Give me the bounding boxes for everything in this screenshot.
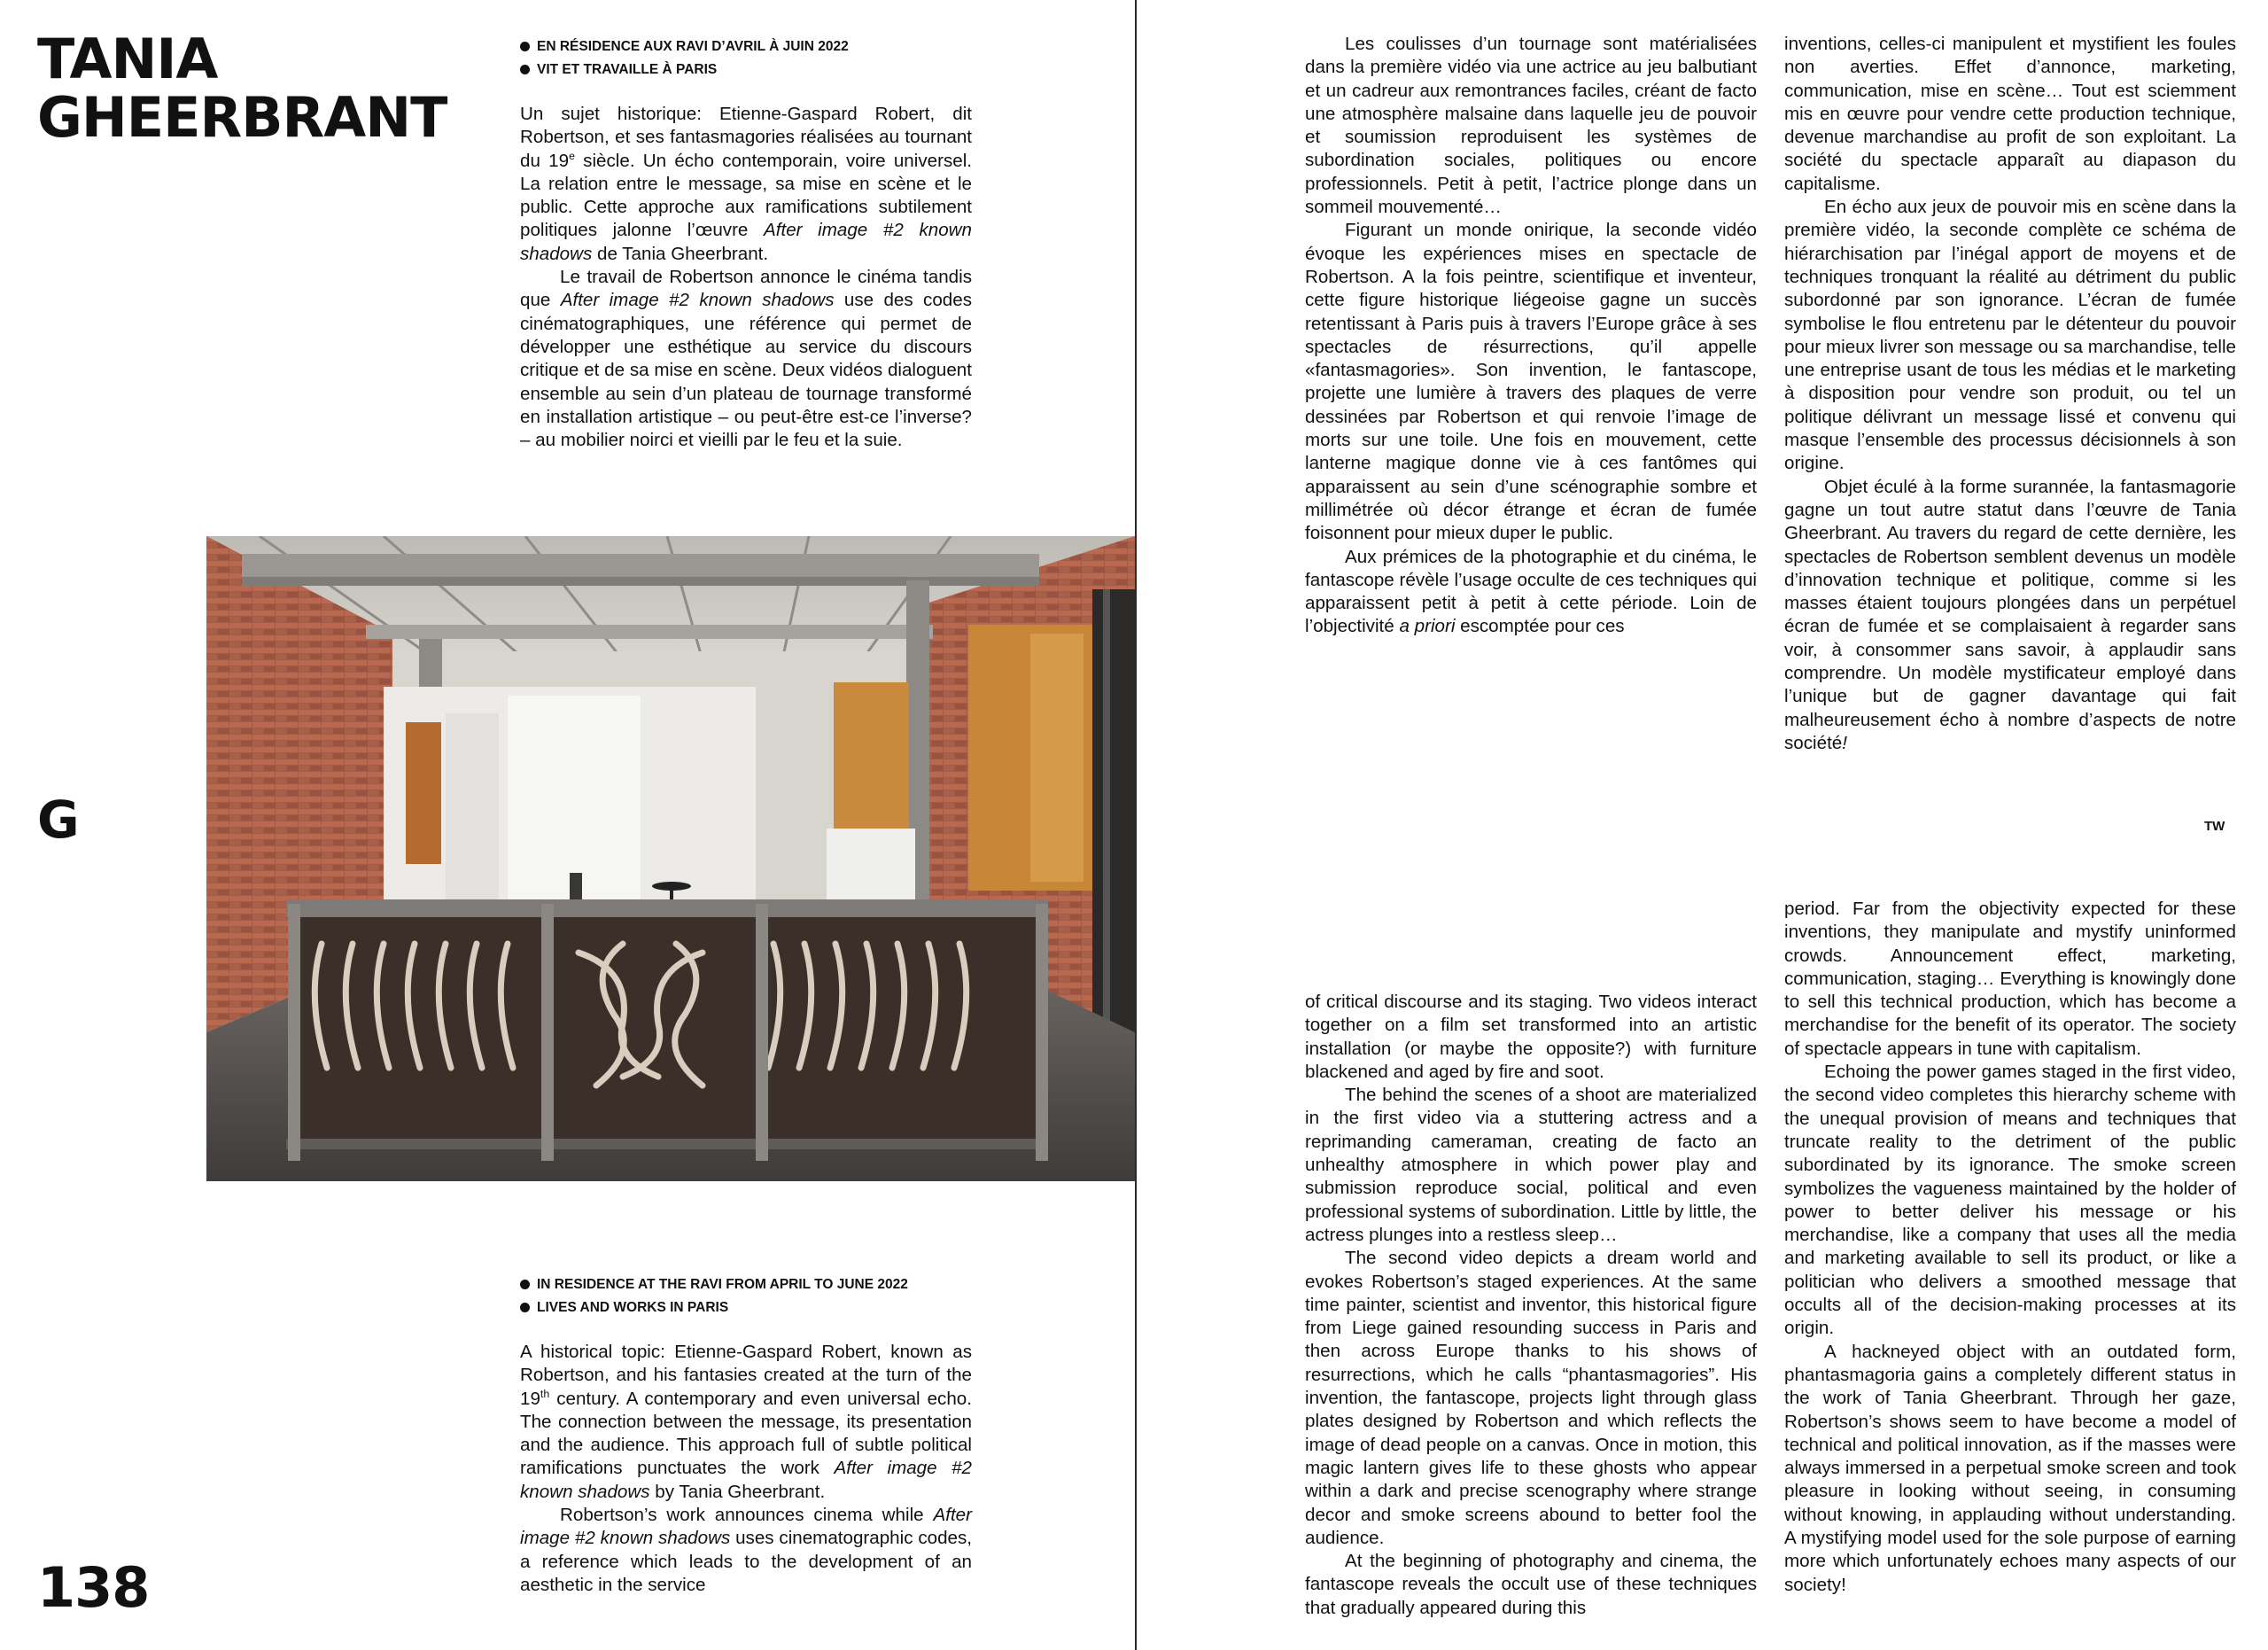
fr-body-paragraph: Figurant un monde onirique, la seconde vidéo évoque les expériences mises en spectacle de Robertson. A la fois peintre, scientifique et inventeur, cette figure historique liégeoise gagne un succès retentissant à Paris puis à travers l’Europe grâce à ses spectacles de résurrections, qu’il appelle «fantasmagories». Son invention, le fantascope, projette une lumière à travers des plaques de verre dessinées par Robertson et qui renvoie l’image de morts sur une toile. Une fois en mouvement, cette lanterne magique donne vie à ces fantômes qui apparaissent au sein d’une scénographie sombre et millimétrée où décor étrange et écran de fumée foisonnent pour mieux duper le public. (1305, 220, 1757, 544)
en-body-paragraph: of critical discourse and its staging. Two videos interact together on a film set transformed into an artistic installation (or maybe the opposite?) with furniture blackened and aged by fire and soot. (1305, 992, 1757, 1082)
fr-body-column-2 (1784, 33, 2236, 755)
bullet-icon (520, 42, 530, 51)
fr-body-column-1 (1305, 33, 1757, 639)
fr-body-paragraph: Les coulisses d’un tournage sont matérialisées dans la première vidéo via une actrice au jeu balbutiant et un cadreur aux remontrances faciles, créant de facto une atmosphère malsaine dans laquelle jeu de pouvoir et soumission reproduisent les systèmes de subordination sociales, politiques ou encore professionnels. Petit à petit, l’actrice plonge dans un sommeil mouvementé… (1305, 34, 1757, 218)
en-body-paragraph: The second video depicts a dream world and evokes Robertson’s staged experiences. At the same time painter, scientist and inventor, this historical figure from Liege gained resounding success in Paris and then across Europe thanks to his shows of resurrections, which he calls “phantasmagories”. His invention, the fantascope, projects light through glass plates designed by Robertson and which reflects the image of dead people on a canvas. Once in motion, this magic lantern gives life to these ghosts who appear within a dark and precise scenography where strange decor and smoke screens abound to better fool the audience. (1305, 1248, 1757, 1548)
fr-meta (520, 35, 981, 82)
author-initials: TW (2204, 819, 2225, 834)
en-body-paragraph: period. Far from the objectivity expected for these inventions, they manipulate and mystify uninformed crowds. Announcement effect, marketing, communication, staging… Everything is knowingly done to sell this technical production, which has become a merchandise for the benefit of its operator. The society of spectacle appears in tune with capitalism. (1784, 899, 2236, 1059)
fr-meta-residence: EN RÉSIDENCE AUX RAVI D’AVRIL À JUIN 2022 (520, 35, 981, 58)
en-intro-paragraph-1: A historical topic: Etienne-Gaspard Robert, known as Robertson, and his fantasies created at the turn of the 19th century. A contemporary and even universal echo. The connection between the message, its presentation and the audience. This approach full of subtle political ramifications punctuates the work After image #2 known shadows by Tania Gheerbrant. (520, 1342, 973, 1502)
en-body-column-2 (1784, 898, 2236, 1597)
bullet-icon (520, 1280, 530, 1289)
en-body-paragraph: The behind the scenes of a shoot are materialized in the first video via a stuttering actress and a reprimanding cameraman, creating de facto an unhealthy atmosphere in which power play and submission reproduce social, political and even professional systems of subordination. Little by little, the actress plunges into a restless sleep… (1305, 1085, 1757, 1245)
en-meta (520, 1273, 981, 1319)
en-meta-location: LIVES AND WORKS IN PARIS (520, 1296, 981, 1319)
en-body-paragraph: A hackneyed object with an outdated form, phantasmagoria gains a completely different status in the work of Tania Gheerbrant. Through her gaze, Robertson’s shows seem to have become a model of technical and political innovation, as if the masses were always immersed in a perpetual smoke screen and took pleasure in looking without seeing, in consuming without knowing, in applauding without understanding. A mystifying model used for the sole purpose of earning more which unfortunately echoes many aspects of our society! (1784, 1341, 2236, 1595)
bullet-icon (520, 1303, 530, 1312)
fr-body-paragraph: Aux prémices de la photographie et du cinéma, le fantascope révèle l’usage occulte de ces techniques qui apparaissent petit à petit à cette période. Loin de l’objectivité a priori escomptée pour ces (1305, 546, 1757, 637)
fr-intro-paragraph-1: Un sujet historique: Etienne-Gaspard Robert, dit Robertson, et ses fantasmagories réalisées au tournant du 19e siècle. Un écho contemporain, voire universel. La relation entre le message, sa mise en scène et le public. Cette approche aux ramifications subtilement politiques jalonne l’œuvre After image #2 known shadows de Tania Gheerbrant. (520, 104, 972, 264)
fr-intro-paragraph-2: Le travail de Robertson annonce le cinéma tandis que After image #2 known shadows use des codes cinématographiques, une référence qui permet de développer une esthétique au service du discours critique et de sa mise en scène. Deux vidéos dialoguent ensemble au sein d’un plateau de tournage transformé en installation artistique – ou peut-être est-ce l’inverse? – au mobilier noirci et vieilli par le feu et la suie. (520, 267, 972, 451)
artist-first-name: TANIA (37, 27, 218, 91)
en-meta-residence: IN RESIDENCE AT THE RAVI FROM APRIL TO JUNE 2022 (520, 1273, 981, 1296)
en-body-column-1 (1305, 991, 1757, 1620)
bullet-icon (520, 65, 530, 74)
en-body-paragraph: Echoing the power games staged in the first video, the second video completes this hierarchy scheme with the unequal provision of means and techniques that truncate reality to the detriment of the public subordinated by its ignorance. The smoke screen symbolizes the vagueness maintained by the holder of power to better deliver his message or his merchandise, like a company that uses all the media and marketing available to sell its product, or like a politician who delivers a smoothed message that occults all of the decision-making processes at its origin. (1784, 1062, 2236, 1339)
en-intro-column (520, 1341, 972, 1597)
fr-meta-location: VIT ET TRAVAILLE À PARIS (520, 58, 981, 82)
en-body-paragraph: At the beginning of photography and cinema, the fantascope reveals the occult use of these techniques that gradually appeared during this (1305, 1551, 1757, 1618)
page-number: 138 (37, 1555, 150, 1620)
page-gutter-line (1135, 0, 1137, 1650)
fr-body-paragraph: En écho aux jeux de pouvoir mis en scène dans la première vidéo, la seconde complète ce schéma de hiérarchisation par l’inégal apport de moyens et de techniques tronquant la réalité au détriment du public subordonné par son ignorance. L’écran de fumée symbolise le flou entretenu par le détenteur du pouvoir pour mieux livrer son message ou sa marchandise, telle une entreprise usant de tous les médias et le marketing à disposition pour vendre son produit, ou tel un politique délivrant un message lissé et convenu qui masque l’ensemble des processus décisionnels à son origine. (1784, 197, 2236, 474)
artist-name (37, 27, 498, 150)
installation-photo-icon (206, 536, 1135, 1181)
fr-body-paragraph: Objet éculé à la forme surannée, la fantasmagorie gagne un tout autre statut dans l’œuvre de Tania Gheerbrant. Au travers du regard de cette dernière, les spectacles de Robertson semblent devenus un modèle d’innovation technique et politique, comme si les masses étaient toujours plongées dans un perpétuel écran de fumée et se complaisaient à regarder sans voir, à consommer sans savoir, à applaudir sans comprendre. Un modèle mystificateur employé dans l’unique but de gagner davantage qui fait malheureusement écho à nombre d’aspects de notre société! (1784, 476, 2236, 753)
installation-photo (206, 536, 1135, 1181)
fr-body-paragraph: inventions, celles-ci manipulent et mystifient les foules non averties. Effet d’annonce, marketing, communication, mise en scène… Tout est sciemment mis en œuvre pour vendre cette production technique, devenue marchandise au profit de son exploitant. La société du spectacle apparaît au diapason du capitalisme. (1784, 34, 2236, 194)
en-intro-paragraph-2: Robertson’s work announces cinema while After image #2 known shadows uses cinematographic codes, a reference which leads to the development of an aesthetic in the service (520, 1505, 972, 1595)
fr-intro-column (520, 103, 972, 452)
artist-last-name: GHEERBRANT (37, 85, 447, 150)
section-letter: G (37, 790, 80, 850)
